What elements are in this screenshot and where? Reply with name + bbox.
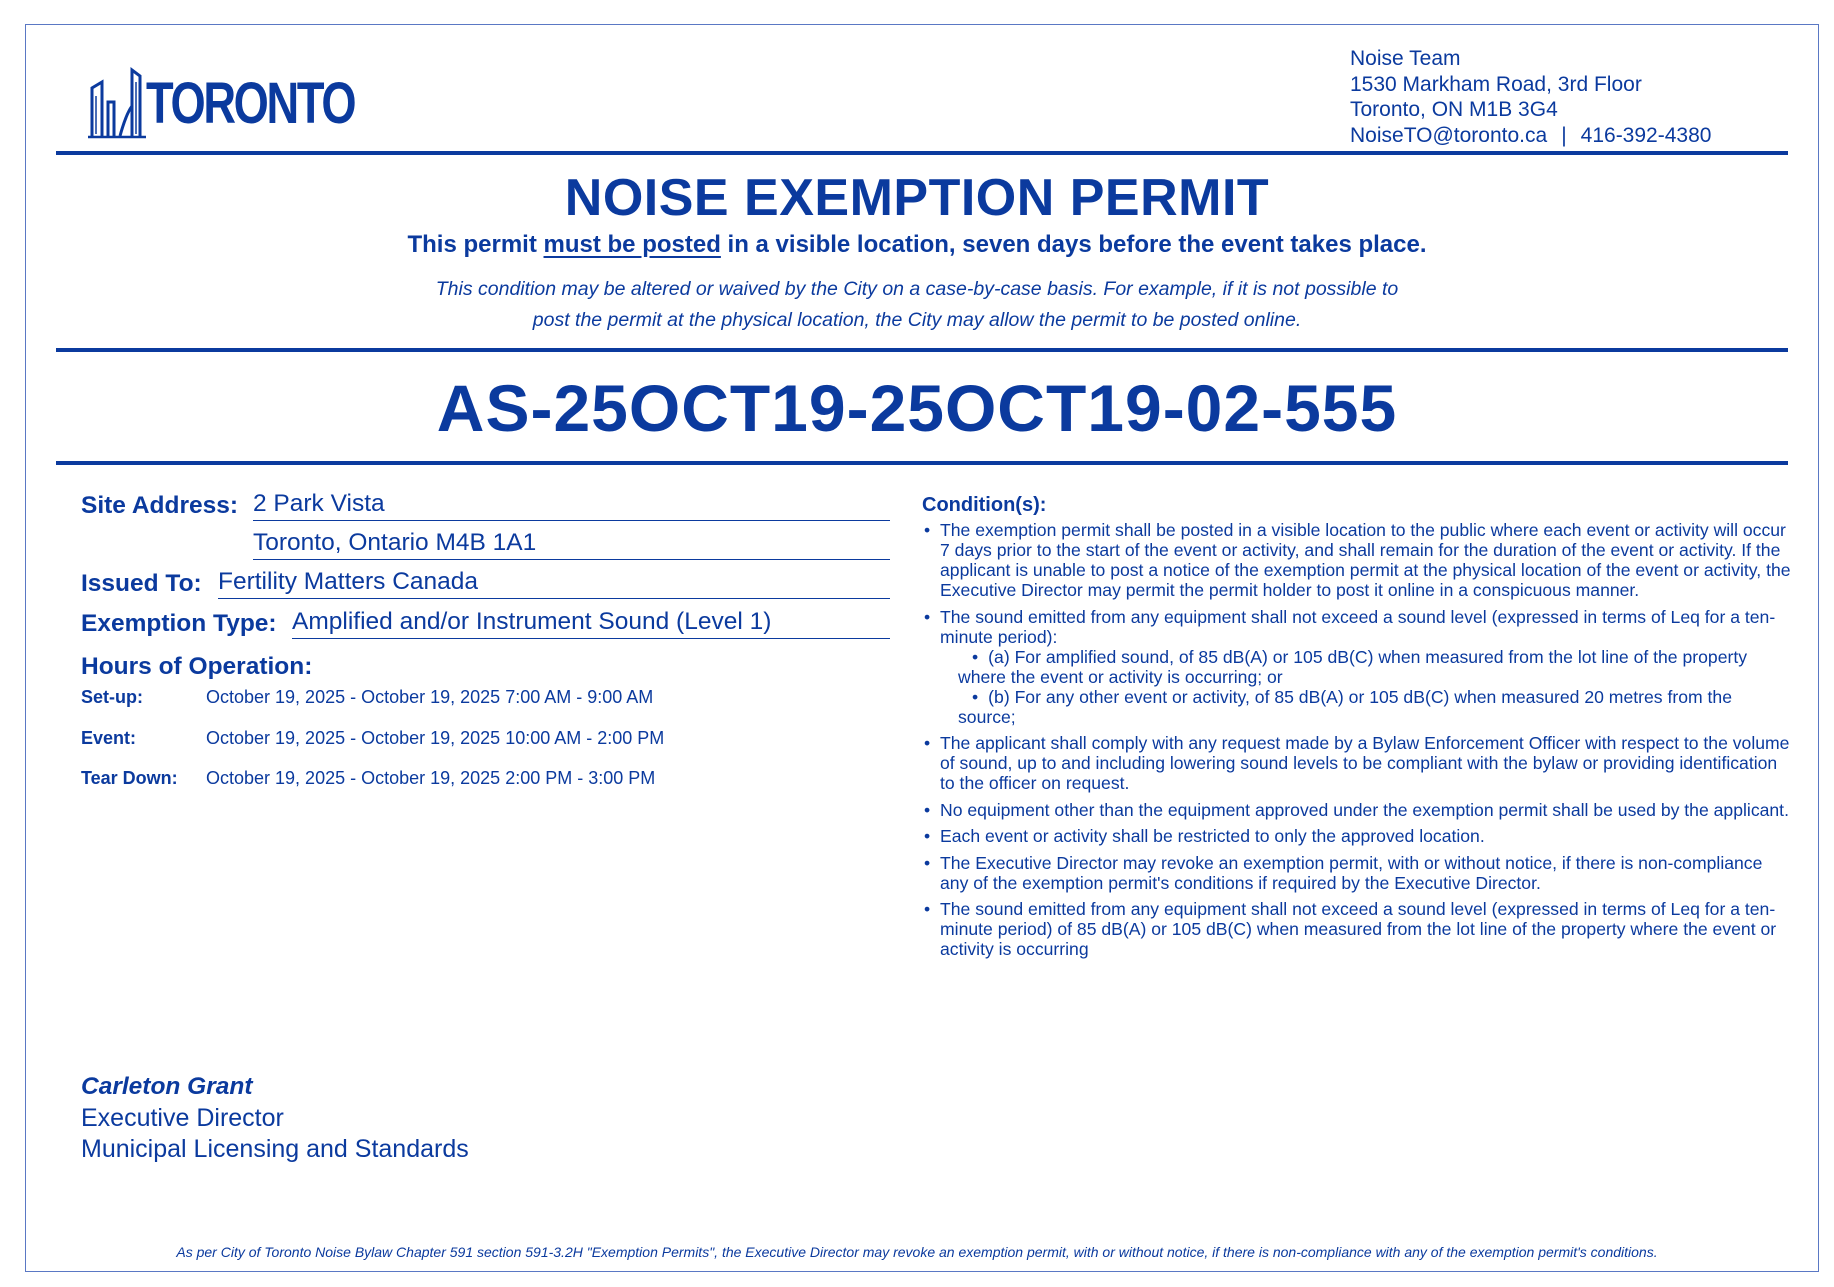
- posting-note-line1: This condition may be altered or waived by the City on a case-by-case basis. For example, if it is not possible to: [435, 278, 1399, 300]
- contact-separator: |: [1561, 123, 1567, 147]
- condition-subitem: • (b) For any other event or activity, of 85 dB(A) or 105 dB(C) when measured 20 metres from the source;: [958, 686, 1732, 727]
- exemption-type-value: Amplified and/or Instrument Sound (Level 1): [292, 608, 890, 639]
- signatory-department: Municipal Licensing and Standards: [81, 1135, 469, 1163]
- toronto-logo: [88, 66, 355, 140]
- contact-address-line1: 1530 Markham Road, 3rd Floor: [1350, 72, 1642, 96]
- permit-number: AS-25OCT19-25OCT19-02-555: [436, 371, 1398, 445]
- subtitle-underlined: must be posted: [543, 231, 721, 258]
- conditions-title: Condition(s):: [922, 494, 1047, 516]
- issued-to-label: Issued To:: [81, 570, 202, 597]
- contact-email-phone: [1350, 123, 1711, 149]
- contact-team: Noise Team: [1350, 47, 1461, 70]
- signatory-name: Carleton Grant: [81, 1073, 253, 1100]
- condition-item: [922, 607, 1792, 727]
- subtitle-after: in a visible location, seven days before the event takes place.: [720, 231, 1427, 258]
- issued-to-value: Fertility Matters Canada: [218, 568, 890, 599]
- site-address-line2: Toronto, Ontario M4B 1A1: [253, 529, 890, 560]
- posting-requirement: [0, 231, 1834, 259]
- condition-item: • The sound emitted from any equipment shall not exceed a sound level (expressed in terms of Leq for a ten-minute period) of 85 dB(A) or 105 dB(C) when measured from the lot line of the property where the event or activity is occurring: [922, 899, 1792, 959]
- hours-row-value: October 19, 2025 - October 19, 2025 7:00 AM - 9:00 AM: [206, 687, 654, 707]
- posting-note: [0, 274, 1834, 336]
- footer-note: As per City of Toronto Noise Bylaw Chapter 591 section 591-3.2H "Exemption Permits", the Executive Director may revoke an exemption permit, with or without notice, if there is non-compliance with any of the exemption permit's conditions.: [176, 1244, 1658, 1260]
- conditions-list: [922, 520, 1792, 966]
- contact-address-line2: Toronto, ON M1B 3G4: [1350, 98, 1558, 121]
- subtitle-before: This permit: [407, 231, 544, 258]
- logo-wordmark: TORONTO: [146, 71, 355, 136]
- condition-item: • The exemption permit shall be posted in a visible location to the public where each event or activity will occur 7 days prior to the start of the event or activity, and shall remain for the duration of the event or activity. If the applicant is unable to post a notice of the exemption permit at the physical location of the event or activity, the Executive Director may permit the permit holder to post it online in a conspicuous manner.: [922, 520, 1792, 600]
- hours-row-label: Tear Down:: [81, 768, 178, 788]
- condition-item: • Each event or activity shall be restricted to only the approved location.: [922, 826, 1792, 846]
- hours-row-value: October 19, 2025 - October 19, 2025 10:00 AM - 2:00 PM: [206, 728, 665, 748]
- condition-item: • No equipment other than the equipment approved under the exemption permit shall be used by the applicant.: [922, 800, 1792, 820]
- condition-item: • The Executive Director may revoke an exemption permit, with or without notice, if there is non-compliance any of the exemption permit's conditions if required by the Executive Director.: [922, 853, 1792, 893]
- contact-phone: 416-392-4380: [1580, 123, 1712, 147]
- city-hall-icon: [88, 66, 148, 140]
- hours-row-value: October 19, 2025 - October 19, 2025 2:00 PM - 3:00 PM: [206, 768, 656, 788]
- contact-info: [1350, 46, 1711, 148]
- permit-number-rule: [56, 461, 1788, 465]
- page-title: NOISE EXEMPTION PERMIT: [564, 169, 1270, 227]
- hours-title: Hours of Operation:: [81, 653, 313, 680]
- site-address-line1: 2 Park Vista: [253, 490, 890, 521]
- hours-row-label: Set-up:: [81, 687, 143, 707]
- condition-subitem: • (a) For amplified sound, of 85 dB(A) or 105 dB(C) when measured from the lot line of the property where the event or activity is occurring; or: [958, 646, 1748, 687]
- exemption-type-label: Exemption Type:: [81, 610, 277, 637]
- condition-item: • The applicant shall comply with any request made by a Bylaw Enforcement Officer with respect to the volume of sound, up to and including lowering sound levels to be compliant with the bylaw or providing identification to the officer on request.: [922, 733, 1792, 793]
- signatory-title: Executive Director: [81, 1104, 284, 1132]
- condition-item-text: The sound emitted from any equipment shall not exceed a sound level (expressed in terms of Leq for a ten-minute period):: [940, 606, 1776, 647]
- contact-email[interactable]: NoiseTO@toronto.ca: [1350, 123, 1548, 147]
- hours-row-label: Event:: [81, 728, 137, 748]
- title-rule: [56, 348, 1788, 352]
- header-rule: [56, 151, 1788, 155]
- site-address-label: Site Address:: [81, 492, 239, 519]
- posting-note-line2: post the permit at the physical location, the City may allow the permit to be posted online.: [532, 309, 1302, 331]
